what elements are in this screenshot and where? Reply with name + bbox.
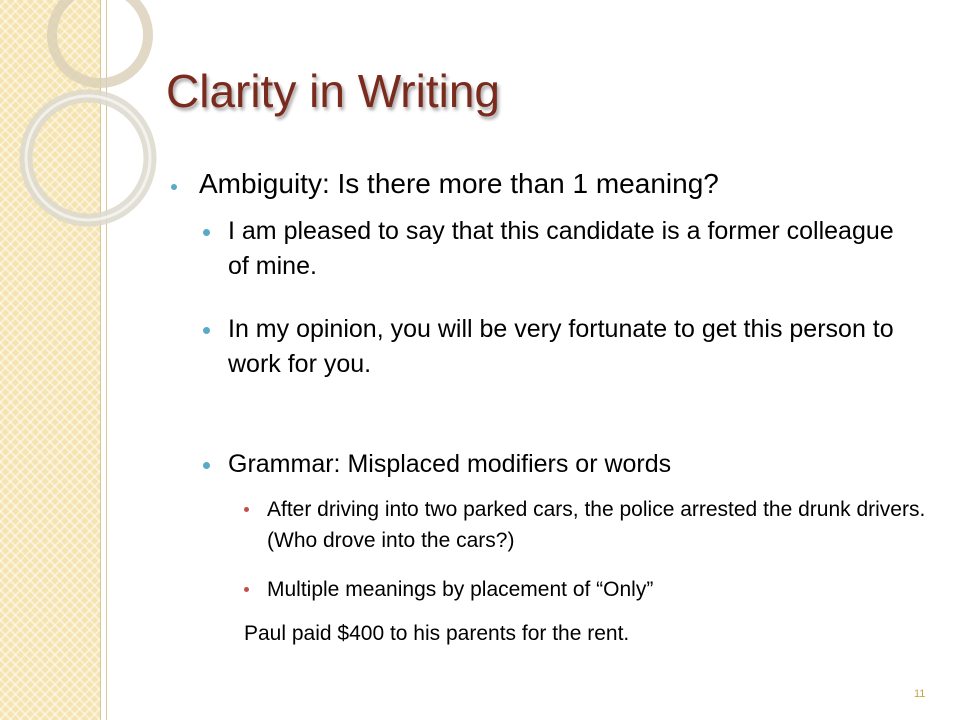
bullet-dot bbox=[244, 587, 249, 592]
bullet-dot bbox=[171, 184, 177, 190]
bullet-dot bbox=[244, 507, 249, 512]
bullet-police-example: After driving into two parked cars, the police arrested the drunk drivers. (Who drove into the cars?) bbox=[267, 498, 926, 552]
bullet-dot bbox=[203, 462, 210, 469]
bullet-only-placement: Multiple meanings by placement of “Only” bbox=[267, 578, 654, 601]
bullet-ambiguity: Ambiguity: Is there more than 1 meaning? bbox=[199, 168, 719, 199]
example-sentence: Paul paid $400 to his parents for the rent. bbox=[244, 622, 630, 645]
bullet-dot bbox=[203, 327, 210, 334]
bullet-grammar: Grammar: Misplaced modifiers or words bbox=[228, 450, 672, 478]
bullet-former-colleague: I am pleased to say that this candidate is a former colleague of mine. bbox=[228, 217, 894, 280]
slide-number: 11 bbox=[914, 688, 926, 700]
slide-title: Clarity in Writing bbox=[166, 65, 500, 117]
bullet-dot bbox=[203, 229, 210, 236]
bullet-fortunate: In my opinion, you will be very fortunate to get this person to work for you. bbox=[228, 315, 894, 378]
